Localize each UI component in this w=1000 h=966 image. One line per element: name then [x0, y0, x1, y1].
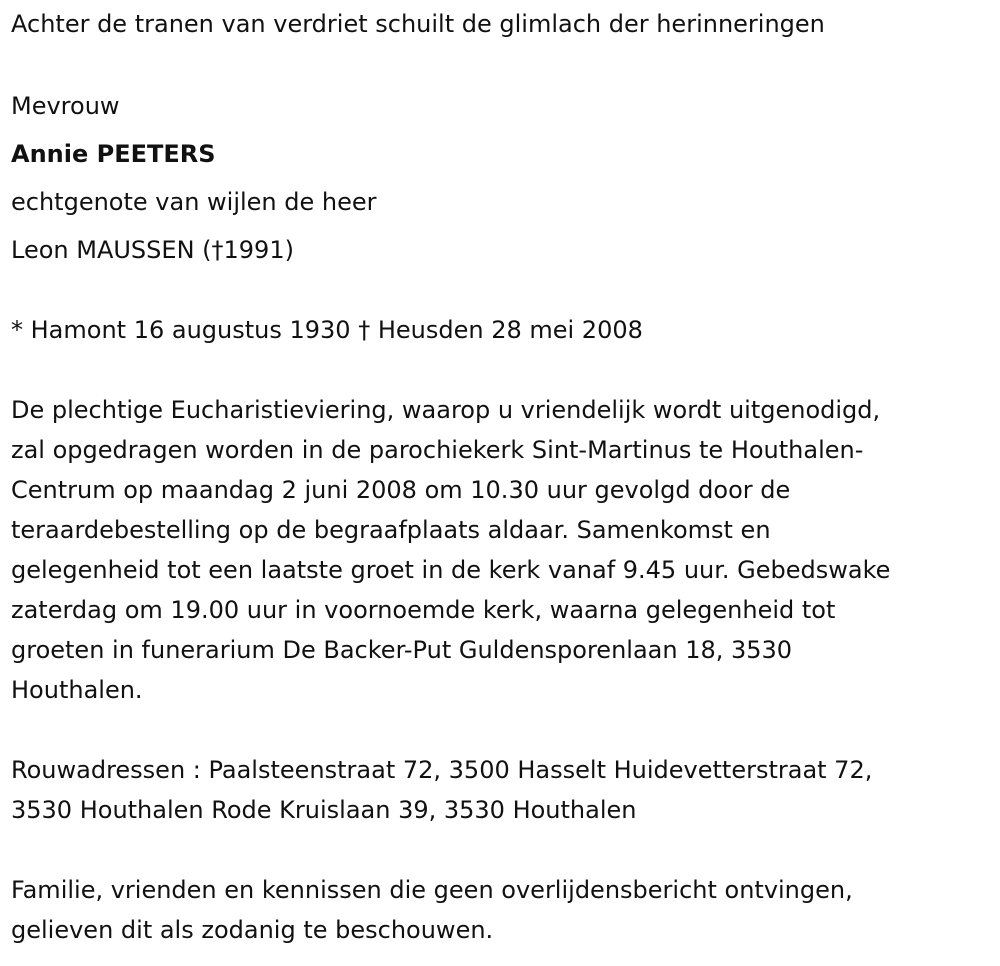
ceremony-line: zaterdag om 19.00 uur in voornoemde kerk, waarna gelegenheid tot — [11, 596, 836, 624]
birth-death-dates: * Hamont 16 augustus 1930 † Heusden 28 mei 2008 — [11, 316, 643, 344]
motto-text: Achter de tranen van verdriet schuilt de glimlach der herinneringen — [11, 10, 825, 38]
address-line: Rouwadressen : Paalsteenstraat 72, 3500 Hasselt Huidevetterstraat 72, — [11, 756, 873, 784]
family-notice-paragraph — [11, 870, 853, 950]
ceremony-line: Centrum op maandag 2 juni 2008 om 10.30 uur gevolgd door de — [11, 476, 791, 504]
ceremony-paragraph — [11, 390, 890, 710]
ceremony-line: teraardebestelling op de begraafplaats aldaar. Samenkomst en — [11, 516, 771, 544]
deceased-name: Annie PEETERS — [11, 140, 216, 168]
spouse-name: Leon MAUSSEN (†1991) — [11, 236, 294, 264]
spouse-intro-text: echtgenote van wijlen de heer — [11, 188, 377, 216]
ceremony-line: gelegenheid tot een laatste groet in de kerk vanaf 9.45 uur. Gebedswake — [11, 556, 891, 584]
ceremony-line: Houthalen. — [11, 676, 143, 704]
ceremony-line: De plechtige Eucharistieviering, waarop u vriendelijk wordt uitgenodigd, — [11, 396, 881, 424]
mourning-addresses-paragraph — [11, 750, 872, 830]
ceremony-line: zal opgedragen worden in de parochiekerk Sint-Martinus te Houthalen- — [11, 436, 864, 464]
address-line: 3530 Houthalen Rode Kruislaan 39, 3530 Houthalen — [11, 796, 637, 824]
honorific-title: Mevrouw — [11, 92, 120, 120]
ceremony-line: groeten in funerarium De Backer-Put Guldensporenlaan 18, 3530 — [11, 636, 793, 664]
family-line: Familie, vrienden en kennissen die geen overlijdensbericht ontvingen, — [11, 876, 853, 904]
family-line: gelieven dit als zodanig te beschouwen. — [11, 916, 494, 944]
